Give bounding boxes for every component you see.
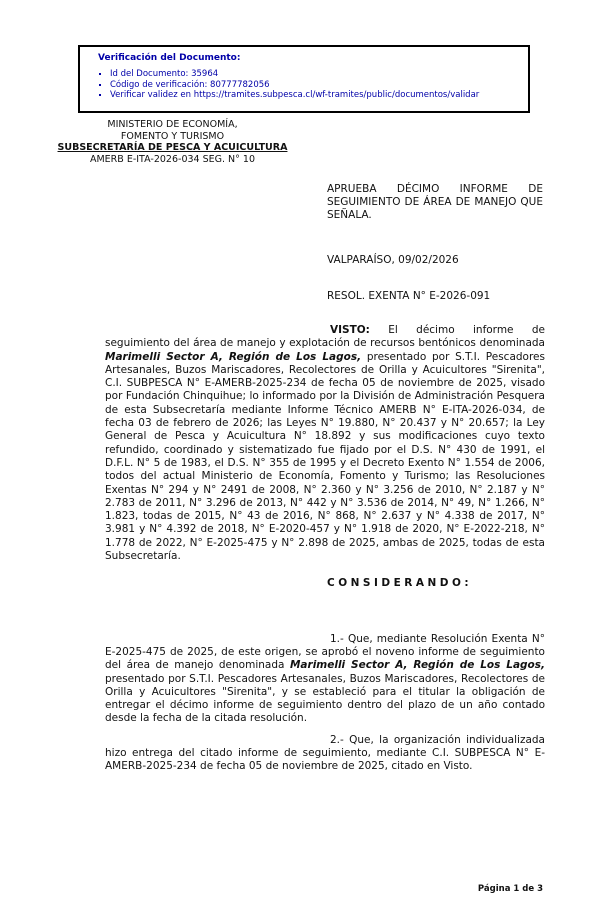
verification-code: ▪ Código de verificación: 80777782056 xyxy=(110,80,520,91)
visto-label: VISTO: xyxy=(330,324,370,336)
considerando-1-text-2: presentado por S.T.I. Pescadores Artesanales, Buzos Mariscadores, Recolectores de Orilla y Acuicultores "Sirenita", y se estableció para el titular la obligación de entregar el décimo informe de seguimiento dentro del plazo de un año contado desde la fecha de la citada resolución. xyxy=(105,672,545,725)
verification-box-title: Verificación del Documento: xyxy=(98,53,241,63)
visto-paragraph xyxy=(105,324,545,563)
subsecretaria-line: SUBSECRETARÍA DE PESCA Y ACUICULTURA xyxy=(57,142,288,153)
ministry-line-2: FOMENTO Y TURISMO xyxy=(120,130,225,142)
resolution-number: RESOL. EXENTA N° E-2026-091 xyxy=(327,290,491,302)
considerando-heading: CONSIDERANDO: xyxy=(327,577,473,590)
verification-box xyxy=(78,45,530,113)
resolution-subject: APRUEBA DÉCIMO INFORME DE SEGUIMIENTO DE ÁREA DE MANEJO QUE SEÑALA. xyxy=(327,183,543,221)
considerando-1-text-1: 1.- Que, mediante Resolución Exenta N° E-2025-475 de 2025, de este origen, se aprobó el noveno informe de seguimiento del área de manejo denominada xyxy=(105,632,545,672)
verification-url: ▪ Verificar validez en https://tramites.subpesca.cl/wf-tramites/public/documentos/validar xyxy=(110,90,520,101)
considerando-paragraph-1 xyxy=(105,633,545,726)
area-name: Marimelli Sector A, Región de Los Lagos, xyxy=(105,350,362,363)
amerb-reference-line: AMERB E-ITA-2026-034 SEG. N° 10 xyxy=(89,153,255,165)
resolution-body xyxy=(105,324,545,774)
place-and-date: VALPARAÍSO, 09/02/2026 xyxy=(327,254,459,266)
verification-document-id: ▪ Id del Documento: 35964 xyxy=(110,69,520,80)
visto-text-2: presentado por S.T.I. Pescadores Artesanales, Buzos Mariscadores, Recolectores de Orilla y Acuicultores "Sirenita", C.I. SUBPESCA N° E-AMERB-2025-234 de fecha 05 de noviembre de 2025, visado por Fundación Chinquihue; lo informado por la División de Administración Pesquera de esta Subsecretaría mediante Informe Técnico AMERB N° E-ITA-2026-034, de fecha 03 de febrero de 2026; las Leyes N° 19.880, N° 20.437 y N° 20.657; la Ley General de Pesca y Acuicultura N° 18.892 y sus modificaciones cuyo texto refundido, coordinado y sistematizado fue fijado por el D.S. N° 430 de 1991, el D.F.L. N° 5 de 1983, el D.S. N° 355 de 1995 y el Decreto Exento N° 1.554 de 2006, todos del actual Ministerio de Economía, Fomento y Turismo; las Resoluciones Exentas N° 294 y N° 2491 de 2008, N° 2.360 y N° 3.256 de 2010, N° 2.187 y N° 2.783 de 2011, N° 3.296 de 2013, N° 442 y N° 3.536 de 2014, N° 49, N° 1.266, N° 1.823, todas de 2015, N° 43 de 2016, N° 868, N° 2.637 y N° 4.338 de 2017, N° 3.981 y N° 4.392 de 2018, N° E-2020-457 y N° 1.918 de 2020, N° E-2022-218, N° 1.778 de 2022, N° E-2025-475 y N° 2.898 de 2025, ambas de 2025, todas de esta Subsecretaría. xyxy=(105,350,545,563)
page-number: Página 1 de 3 xyxy=(477,884,543,894)
verification-list xyxy=(98,69,520,101)
letterhead xyxy=(50,119,295,165)
visto-text-1: El décimo informe de seguimiento del área de manejo y explotación de recursos bentónicos denominada xyxy=(105,324,545,350)
area-name: Marimelli Sector A, Región de Los Lagos, xyxy=(289,659,545,672)
considerando-paragraph-2: 2.- Que, la organización individualizada hizo entrega del citado informe de seguimiento, mediante C.I. SUBPESCA N° E-AMERB-2025-234 de fecha 05 de noviembre de 2025, citado en Visto. xyxy=(105,733,545,773)
ministry-line-1: MINISTERIO DE ECONOMÍA, xyxy=(107,119,238,130)
